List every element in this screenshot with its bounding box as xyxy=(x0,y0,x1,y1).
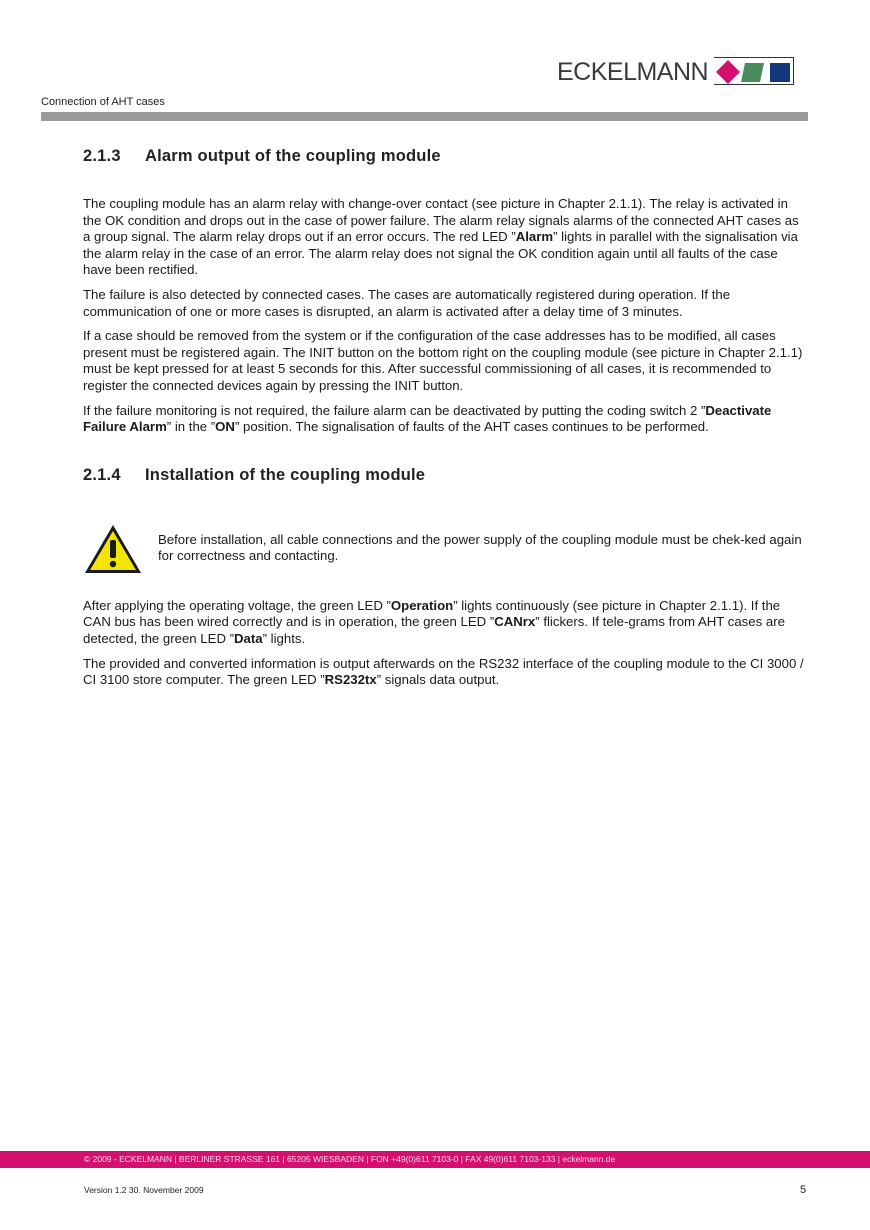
section-heading-2-1-3 xyxy=(83,147,808,166)
paragraph: After applying the operating voltage, the green LED ”Operation” lights continuously (see picture in Chapter 2.1.1). If the CAN bus has been wired correctly and is in operation, the green LED ”CANrx” flickers. If tele-grams from AHT cases are detected, the green LED ”Data” lights. xyxy=(83,597,785,646)
led-name-alarm: Alarm xyxy=(515,229,554,245)
section-number: 2.1.4 xyxy=(83,465,121,484)
section-number: 2.1.3 xyxy=(83,147,121,165)
led-name-operation: Operation xyxy=(390,597,454,613)
header-divider xyxy=(41,112,808,121)
logo-mark-icon xyxy=(714,57,796,87)
footer-bar xyxy=(0,1151,870,1168)
footer-contact: © 2009 - ECKELMANN | BERLINER STRASSE 161 | 65205 WIESBADEN | FON +49(0)611 7103-0 | FAX 49(0)611 7103-133 | eckelmann.de xyxy=(84,1154,616,1164)
switch-position: ON xyxy=(215,419,235,435)
led-name-data: Data xyxy=(234,630,263,646)
logo-text: ECKELMANN xyxy=(557,58,709,86)
paragraph: The provided and converted information is output afterwards on the RS232 interface of the coupling module to the CI 3000 / CI 3100 store computer. The green LED ”RS232tx” signals data output. xyxy=(83,655,804,688)
page-number: 5 xyxy=(800,1184,807,1196)
section-title: Installation of the coupling module xyxy=(145,465,426,484)
section-heading-2-1-4 xyxy=(83,466,808,485)
paragraph: If a case should be removed from the system or if the configuration of the case addresses has to be modified, all cases present must be registered again. The INIT button on the bottom right on the coupling module (see picture in Chapter 2.1.1) must be kept pressed for at least 5 seconds for this. After successful commissioning of all cases, it is recommended to register the connected devices again by pressing the INIT button. xyxy=(83,328,803,393)
page-content xyxy=(83,147,808,697)
warning-text: Before installation, all cable connections and the power supply of the coupling module must be chek-ked again for correctness and contacting. xyxy=(158,531,802,564)
paragraph: The coupling module has an alarm relay with change-over contact (see picture in Chapter 2.1.1). The relay is activated in the OK condition and drops out in the case of power failure. The alarm relay signals alarms of the connected AHT cases as a group signal. The alarm relay drops out if an error occurs. The red LED ”Alarm” lights in parallel with the signalisation via the alarm relay in the case of an error. The alarm relay does not signal the OK condition again until all faults of the case have been rectified. xyxy=(83,196,799,278)
led-name-rs232tx: RS232tx xyxy=(324,672,377,688)
warning-triangle-icon xyxy=(83,523,158,580)
warning-note xyxy=(83,525,808,580)
version-info: Version 1.2 30. November 2009 xyxy=(84,1185,204,1195)
paragraph: If the failure monitoring is not required, the failure alarm can be deactivated by putting the coding switch 2 ”Deactivate Failure Alarm” in the ”ON” position. The signalisation of faults of the AHT cases continues to be performed. xyxy=(83,402,772,435)
paragraph: The failure is also detected by connected cases. The cases are automatically registered during operation. If the communication of one or more cases is disrupted, an alarm is activated after a delay time of 3 minutes. xyxy=(83,286,731,319)
led-name-canrx: CANrx xyxy=(494,614,536,630)
switch-name: Deactivate Failure Alarm xyxy=(83,402,772,435)
running-header: Connection of AHT cases xyxy=(41,96,165,108)
company-logo xyxy=(557,57,796,87)
section-title: Alarm output of the coupling module xyxy=(145,147,441,165)
